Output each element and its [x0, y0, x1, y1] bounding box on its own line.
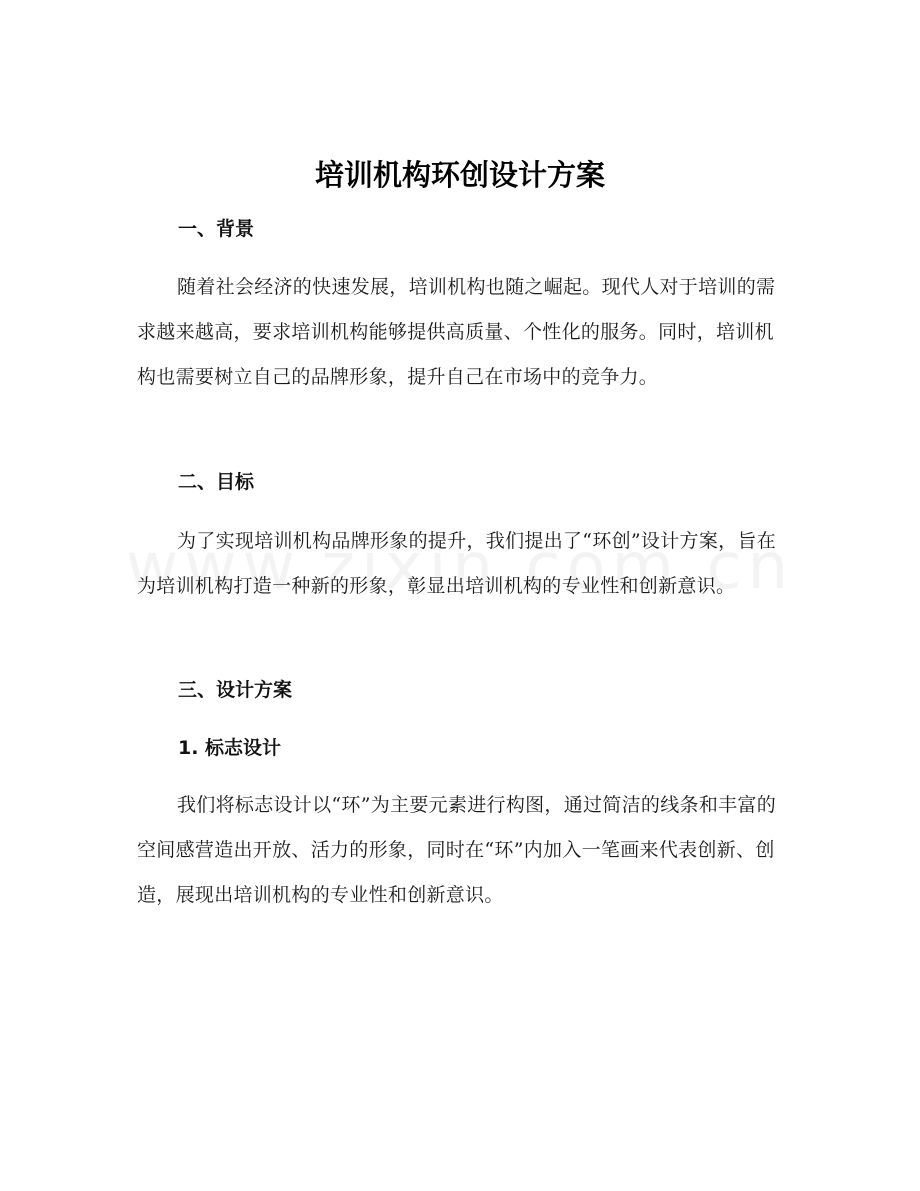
logo-design-paragraph: 我们将标志设计以“环”为主要元素进行构图，通过简洁的线条和丰富的空间感营造出开放、活力的形象，同时在“环”内加入一笔画来代表创新、创造，展现出培训机构的专业性和创新意识。 [137, 794, 777, 906]
goal-paragraph: 为了实现培训机构品牌形象的提升，我们提出了“环创”设计方案，旨在为培训机构打造一种新的形象，彰显出培训机构的专业性和创新意识。 [137, 530, 777, 597]
background-paragraph: 随着社会经济的快速发展，培训机构也随之崛起。现代人对于培训的需求越来越高，要求培训机构能够提供高质量、个性化的服务。同时，培训机构也需要树立自己的品牌形象，提升自己在市场中的竞争力。 [137, 276, 776, 388]
section-heading-design: 三、设计方案 [178, 679, 293, 701]
section-heading-background: 一、背景 [178, 218, 255, 240]
section-heading-goal: 二、目标 [178, 471, 255, 493]
subsection-heading-logo-design: 1. 标志设计 [178, 737, 282, 759]
document-title: 培训机构环创设计方案 [314, 158, 605, 192]
